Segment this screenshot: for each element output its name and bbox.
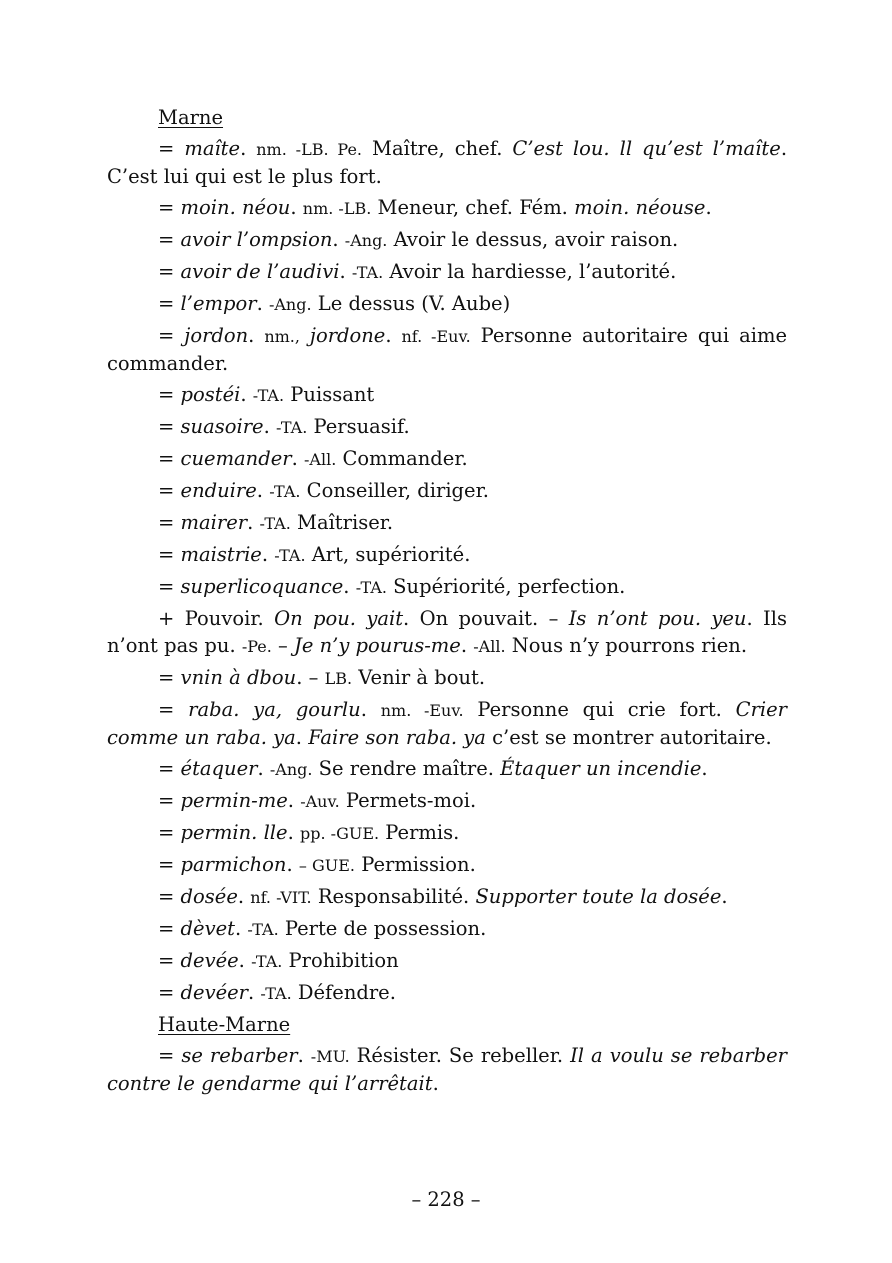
entry-text: =: [158, 917, 181, 940]
dictionary-entry: [107, 915, 787, 943]
entry-text: .: [291, 447, 304, 470]
entry-italic-text: parmichon: [180, 853, 287, 876]
entry-italic-text: avoir l’ompsion: [180, 228, 333, 251]
entry-text: .: [332, 228, 345, 251]
entry-abbrev-text: -All.: [473, 637, 506, 656]
entry-italic-text: devéer: [180, 981, 248, 1004]
entry-text: Avoir la hardiesse, l’autorité.: [383, 260, 677, 283]
dictionary-entry: [107, 541, 787, 569]
entry-text: .: [721, 885, 728, 908]
entry-text: + Pouvoir.: [158, 607, 275, 630]
entry-text: Se rendre maître.: [312, 757, 501, 780]
entry-text: .: [286, 853, 299, 876]
entry-text: Avoir le dessus, avoir raison.: [387, 228, 679, 251]
entry-text: =: [158, 228, 181, 251]
entry-italic-text: avoir de l’audivi: [180, 260, 340, 283]
entry-text: .: [237, 885, 251, 908]
entry-text: =: [158, 789, 181, 812]
entry-text: Personne autoritaire qui aime commander.: [107, 324, 787, 375]
dictionary-entry: [107, 573, 787, 601]
entry-text: . C’est lui qui est le plus fort.: [107, 137, 788, 188]
entry-text: =: [158, 383, 181, 406]
entry-italic-text: Supporter toute la dosée: [475, 885, 722, 908]
entry-text: =: [158, 821, 181, 844]
entry-text: Supériorité, perfection.: [386, 575, 626, 598]
dictionary-entry: [107, 696, 787, 751]
entry-text: .: [256, 479, 270, 502]
entry-abbrev-text: -TA.: [259, 514, 291, 533]
entry-italic-text: vnin à dbou: [180, 666, 297, 689]
entry-text: Le dessus (V. Aube): [311, 292, 511, 315]
entry-text: Personne qui crie fort.: [463, 698, 736, 721]
dictionary-entry: [107, 322, 787, 377]
entry-text: .: [240, 383, 253, 406]
dictionary-entry: [107, 664, 787, 692]
dictionary-entry: [107, 819, 787, 847]
entry-text: Défendre.: [291, 981, 396, 1004]
dictionary-entry: [107, 883, 787, 911]
entry-abbrev-text: -TA.: [269, 482, 301, 501]
dictionary-entry: [107, 381, 787, 409]
entry-italic-text: superlicoquance: [180, 575, 344, 598]
entry-text: Responsabilité.: [311, 885, 476, 908]
dictionary-entry: [107, 194, 787, 222]
entry-abbrev-text: -TA.: [260, 984, 292, 1003]
dictionary-entry: [107, 135, 787, 190]
entry-text: .: [257, 757, 270, 780]
dictionary-entry: [107, 755, 787, 783]
entry-italic-text: se rebarber: [181, 1044, 298, 1067]
entry-text: Persuasif.: [307, 415, 410, 438]
entry-italic-text: cuemander: [180, 447, 292, 470]
entry-text: Permets-moi.: [339, 789, 477, 812]
entry-abbrev-text: -TA.: [252, 386, 285, 405]
entry-text: =: [158, 757, 181, 780]
entry-italic-text: enduire: [180, 479, 257, 502]
entry-italic-text: moin. néou: [180, 196, 291, 219]
entry-text: .: [248, 981, 261, 1004]
dictionary-entry: [107, 979, 787, 1007]
entry-text: =: [158, 324, 185, 347]
dictionary-entry: [107, 605, 787, 660]
entry-text: =: [158, 196, 181, 219]
entry-text: =: [158, 949, 181, 972]
entry-text: . Ils n’ont pas pu.: [107, 607, 788, 657]
entry-text: Art, supériorité.: [305, 543, 471, 566]
entry-abbrev-text: -MU.: [310, 1047, 350, 1066]
entry-abbrev-text: -TA.: [251, 952, 283, 971]
dictionary-entry: [107, 851, 787, 879]
entry-text: =: [158, 415, 181, 438]
entry-text: .: [295, 726, 309, 749]
entry-italic-text: postéi: [180, 383, 241, 406]
entry-text: =: [158, 447, 181, 470]
entry-italic-text: Crier comme un raba. ya: [107, 698, 787, 749]
entry-text: Nous n’y pourrons rien.: [505, 634, 748, 657]
entry-italic-text: raba. ya, gourlu: [188, 698, 361, 721]
entry-text: . On pouvait. –: [403, 607, 569, 630]
entry-text: =: [158, 479, 181, 502]
entry-text: .: [263, 415, 276, 438]
entry-text: –: [271, 634, 295, 657]
entry-abbrev-text: -TA.: [355, 578, 387, 597]
entry-text: =: [158, 1044, 182, 1067]
entry-italic-text: jordon: [184, 324, 249, 347]
dictionary-entry: [107, 258, 787, 286]
entry-text: =: [158, 260, 181, 283]
entry-text: .: [385, 324, 402, 347]
dictionary-entry: [107, 509, 787, 537]
entry-text: Permission.: [355, 853, 476, 876]
entry-abbrev-text: LB.: [324, 669, 353, 688]
entry-text: .: [360, 698, 381, 721]
dictionary-entry: [107, 413, 787, 441]
entry-text: =: [158, 981, 181, 1004]
entry-text: =: [158, 853, 181, 876]
entry-italic-text: On pou. yait: [274, 607, 404, 630]
entry-abbrev-text: -TA.: [276, 418, 308, 437]
entry-abbrev-text: -All.: [304, 450, 337, 469]
entry-text: .: [287, 821, 300, 844]
section-heading-haute-marne: Haute-Marne: [158, 1013, 291, 1036]
entry-abbrev-text: nf. -VIT.: [250, 888, 312, 907]
entry-text: Maîtriser.: [290, 511, 394, 534]
entry-text: Meneur, chef. Fém.: [371, 196, 575, 219]
entry-text: . –: [296, 666, 325, 689]
entry-text: c’est se montrer autoritaire.: [485, 726, 772, 749]
entry-text: Maître, chef.: [362, 137, 513, 160]
entry-abbrev-text: – GUE.: [298, 856, 356, 875]
entry-text: .: [256, 292, 269, 315]
entry-abbrev-text: nf. -Euv.: [401, 327, 471, 346]
entry-italic-text: Is n’ont pou. yeu: [568, 607, 747, 630]
entry-italic-text: permin. lle: [180, 821, 288, 844]
entry-text: =: [158, 292, 181, 315]
entry-italic-text: Je n’y pourus-me: [294, 634, 461, 657]
entry-text: .: [705, 196, 712, 219]
entry-italic-text: dèvet: [180, 917, 235, 940]
entry-abbrev-text: -Ang.: [269, 760, 313, 779]
entry-italic-text: étaquer: [180, 757, 258, 780]
entry-italic-text: suasoire: [180, 415, 264, 438]
entry-text: Conseiller, diriger.: [300, 479, 489, 502]
entry-text: .: [297, 1044, 311, 1067]
entry-text: Résister. Se rebeller.: [349, 1044, 571, 1067]
entry-abbrev-text: -Ang.: [268, 295, 312, 314]
entry-text: =: [158, 511, 181, 534]
entry-text: =: [158, 885, 181, 908]
entry-text: .: [290, 196, 303, 219]
entry-italic-text: permin-me: [180, 789, 288, 812]
entry-text: Venir à bout.: [352, 666, 486, 689]
entry-text: .: [287, 789, 301, 812]
entry-text: Puissant: [284, 383, 375, 406]
entry-text: .: [240, 137, 257, 160]
entry-abbrev-text: -Pe.: [241, 637, 272, 656]
entry-list-marne: [107, 135, 787, 1007]
entry-italic-text: Étaquer un incendie: [500, 757, 702, 780]
entry-text: .: [343, 575, 356, 598]
entry-text: =: [158, 543, 181, 566]
dictionary-entry: [107, 477, 787, 505]
entry-text: Perte de possession.: [278, 917, 487, 940]
entry-abbrev-text: -Ang.: [344, 231, 388, 250]
entry-text: .: [261, 543, 275, 566]
entry-list-haute-marne: [107, 1042, 787, 1097]
entry-italic-text: jordone: [309, 324, 386, 347]
entry-text: .: [247, 511, 260, 534]
entry-italic-text: Faire son raba. ya: [308, 726, 486, 749]
entry-italic-text: dosée: [180, 885, 238, 908]
dictionary-entry: [107, 787, 787, 815]
entry-italic-text: devée: [180, 949, 239, 972]
dictionary-entry: [107, 947, 787, 975]
entry-abbrev-text: nm. -Euv.: [380, 701, 464, 720]
entry-abbrev-text: -TA.: [351, 263, 384, 282]
entry-abbrev-text: nm. -LB. Pe.: [256, 140, 363, 159]
entry-text: .: [701, 757, 708, 780]
entry-text: .: [238, 949, 252, 972]
entry-text: =: [158, 137, 185, 160]
entry-text: [300, 324, 310, 347]
entry-text: =: [158, 666, 181, 689]
entry-italic-text: moin. néouse: [574, 196, 706, 219]
entry-text: .: [339, 260, 352, 283]
entry-abbrev-text: -Auv.: [300, 792, 340, 811]
entry-text: =: [158, 575, 181, 598]
entry-text: .: [248, 324, 265, 347]
dictionary-entry: [107, 226, 787, 254]
entry-abbrev-text: pp. -GUE.: [300, 824, 380, 843]
page-body: [107, 104, 787, 1101]
page-number: – 228 –: [411, 1188, 481, 1211]
entry-italic-text: maistrie: [180, 543, 262, 566]
dictionary-entry: [107, 445, 787, 473]
entry-italic-text: l’empor: [180, 292, 257, 315]
entry-abbrev-text: -TA.: [274, 546, 306, 565]
entry-text: .: [432, 1072, 439, 1095]
entry-italic-text: C’est lou. ll qu’est l’maîte: [512, 137, 781, 160]
entry-italic-text: maîte: [184, 137, 241, 160]
dictionary-entry: [107, 1042, 787, 1097]
entry-abbrev-text: nm.,: [264, 327, 300, 346]
entry-text: Prohibition: [282, 949, 399, 972]
entry-text: Permis.: [379, 821, 460, 844]
section-heading-marne: Marne: [158, 106, 224, 129]
entry-text: .: [460, 634, 474, 657]
entry-text: .: [234, 917, 248, 940]
entry-italic-text: mairer: [180, 511, 248, 534]
entry-text: =: [158, 698, 189, 721]
entry-abbrev-text: nm. -LB.: [302, 199, 372, 218]
entry-text: Commander.: [336, 447, 468, 470]
dictionary-entry: [107, 290, 787, 318]
entry-italic-text: Il a voulu se rebarber contre le gendarme qui l’arrêtait: [107, 1044, 788, 1095]
entry-abbrev-text: -TA.: [247, 920, 279, 939]
